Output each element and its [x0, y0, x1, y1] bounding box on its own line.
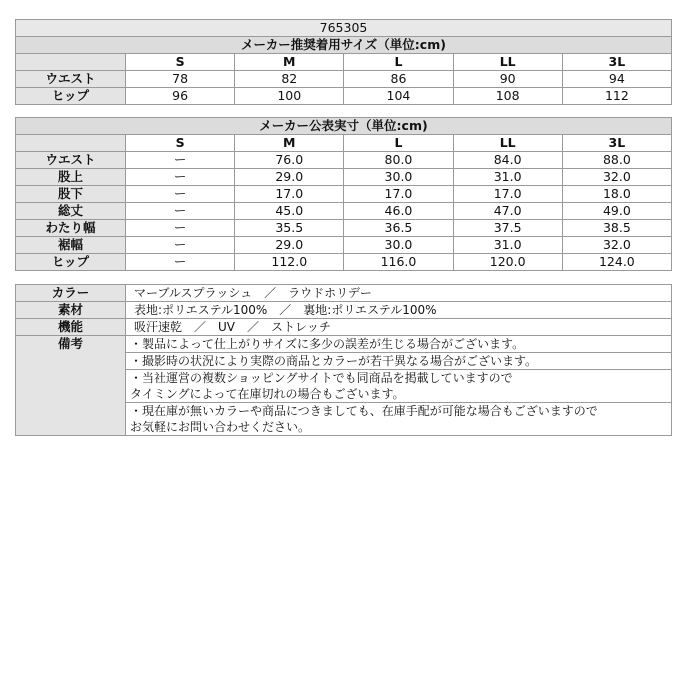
notes-row [16, 336, 672, 353]
cell-value: 86 [344, 71, 453, 88]
size-header-row [16, 135, 672, 152]
cell-value: ー [126, 220, 235, 237]
table-row [16, 237, 672, 254]
product-detail-table [15, 284, 672, 436]
detail-label-color: カラー [16, 285, 126, 302]
cell-value: 78 [126, 71, 235, 88]
cell-value: 47.0 [453, 203, 562, 220]
row-label: 総丈 [16, 203, 126, 220]
cell-value: ー [126, 203, 235, 220]
recommended-size-title: メーカー推奨着用サイズ（単位:cm) [16, 37, 672, 54]
detail-row [16, 319, 672, 336]
cell-value: 29.0 [235, 237, 344, 254]
cell-value: 17.0 [235, 186, 344, 203]
cell-value: 31.0 [453, 237, 562, 254]
cell-value: 30.0 [344, 237, 453, 254]
cell-value: 112 [562, 88, 671, 105]
cell-value: ー [126, 254, 235, 271]
cell-value: 116.0 [344, 254, 453, 271]
cell-value: 76.0 [235, 152, 344, 169]
size-header: S [126, 54, 235, 71]
table-row [16, 254, 672, 271]
cell-value: 88.0 [562, 152, 671, 169]
cell-value: 37.5 [453, 220, 562, 237]
size-header: 3L [562, 54, 671, 71]
table-row [16, 186, 672, 203]
cell-value: 112.0 [235, 254, 344, 271]
table-row [16, 71, 672, 88]
size-header: L [344, 54, 453, 71]
row-label: ヒップ [16, 254, 126, 271]
cell-value: 108 [453, 88, 562, 105]
size-header: S [126, 135, 235, 152]
detail-value-color: マーブルスプラッシュ ／ ラウドホリデー [126, 285, 672, 302]
detail-label-material: 素材 [16, 302, 126, 319]
note-item: ・製品によって仕上がりサイズに多少の誤差が生じる場合がございます。 [126, 336, 672, 353]
cell-value: 32.0 [562, 169, 671, 186]
cell-value: 46.0 [344, 203, 453, 220]
table-row [16, 203, 672, 220]
size-header: M [235, 135, 344, 152]
corner-cell [16, 54, 126, 71]
row-label: ウエスト [16, 71, 126, 88]
cell-value: 36.5 [344, 220, 453, 237]
detail-value-material: 表地:ポリエステル100% ／ 裏地:ポリエステル100% [126, 302, 672, 319]
size-header: M [235, 54, 344, 71]
table-row [16, 88, 672, 105]
size-header: 3L [562, 135, 671, 152]
table-row [16, 152, 672, 169]
row-label: 裾幅 [16, 237, 126, 254]
cell-value: 18.0 [562, 186, 671, 203]
size-header: L [344, 135, 453, 152]
detail-value-function: 吸汗速乾 ／ UV ／ ストレッチ [126, 319, 672, 336]
cell-value: 96 [126, 88, 235, 105]
cell-value: ー [126, 186, 235, 203]
notes-label: 備考 [16, 336, 126, 436]
actual-measurement-table [15, 117, 672, 271]
cell-value: 29.0 [235, 169, 344, 186]
size-header: LL [453, 135, 562, 152]
cell-value: 17.0 [453, 186, 562, 203]
row-label: ヒップ [16, 88, 126, 105]
cell-value: 100 [235, 88, 344, 105]
product-code: 765305 [16, 20, 672, 37]
detail-row [16, 285, 672, 302]
row-label: 股上 [16, 169, 126, 186]
row-label: ウエスト [16, 152, 126, 169]
row-label: 股下 [16, 186, 126, 203]
size-header-row [16, 54, 672, 71]
cell-value: 84.0 [453, 152, 562, 169]
detail-label-function: 機能 [16, 319, 126, 336]
table-row [16, 169, 672, 186]
corner-cell [16, 135, 126, 152]
cell-value: 104 [344, 88, 453, 105]
cell-value: 38.5 [562, 220, 671, 237]
cell-value: 124.0 [562, 254, 671, 271]
cell-value: 35.5 [235, 220, 344, 237]
note-item: ・当社運営の複数ショッピングサイトでも同商品を掲載していますので タイミングによって在庫切れの場合もございます。 [126, 370, 672, 403]
cell-value: ー [126, 169, 235, 186]
cell-value: 120.0 [453, 254, 562, 271]
cell-value: 90 [453, 71, 562, 88]
cell-value: 45.0 [235, 203, 344, 220]
cell-value: 31.0 [453, 169, 562, 186]
cell-value: 82 [235, 71, 344, 88]
cell-value: 17.0 [344, 186, 453, 203]
table-row [16, 220, 672, 237]
cell-value: 80.0 [344, 152, 453, 169]
cell-value: ー [126, 152, 235, 169]
cell-value: 94 [562, 71, 671, 88]
cell-value: 32.0 [562, 237, 671, 254]
recommended-size-table [15, 19, 672, 105]
size-header: LL [453, 54, 562, 71]
row-label: わたり幅 [16, 220, 126, 237]
note-item: ・現在庫が無いカラーや商品につきましても、在庫手配が可能な場合もございますので お気軽にお問い合わせください。 [126, 403, 672, 436]
actual-measurement-title: メーカー公表実寸（単位:cm) [16, 118, 672, 135]
cell-value: 49.0 [562, 203, 671, 220]
note-item: ・撮影時の状況により実際の商品とカラーが若干異なる場合がございます。 [126, 353, 672, 370]
cell-value: 30.0 [344, 169, 453, 186]
cell-value: ー [126, 237, 235, 254]
detail-row [16, 302, 672, 319]
